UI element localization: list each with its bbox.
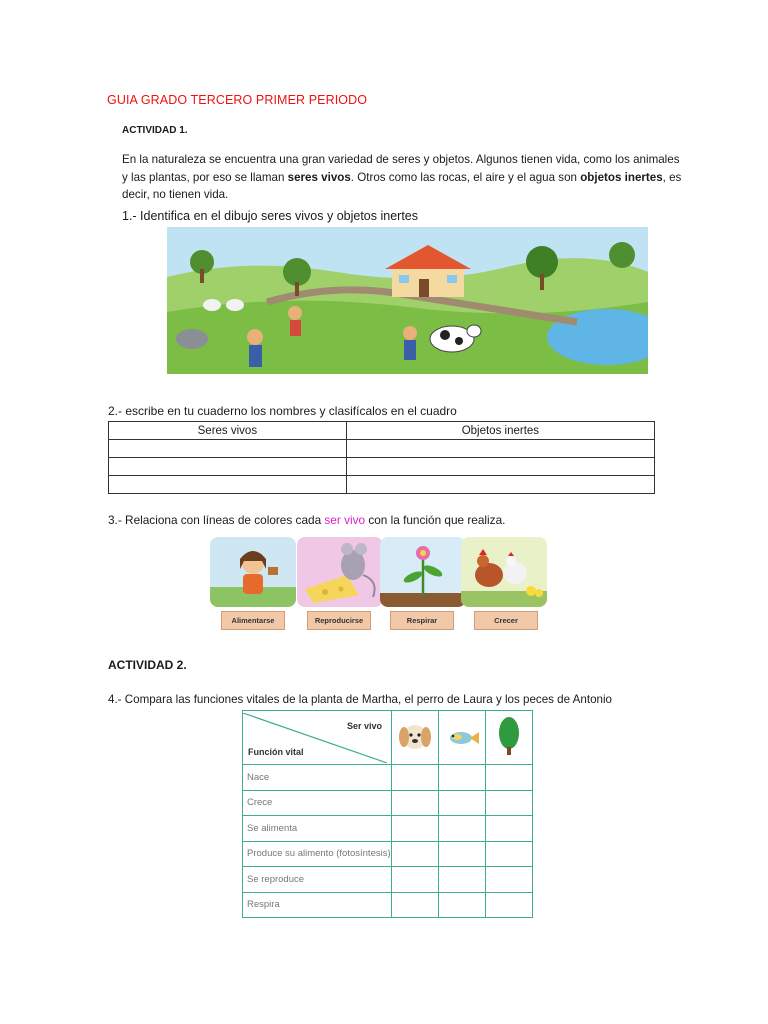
header-funcion-vital: Función vital <box>248 746 304 757</box>
intro-bold-objetos-inertes: objetos inertes <box>580 170 663 184</box>
plant-picture <box>380 537 466 607</box>
table-row <box>109 458 655 476</box>
question-3-text-b: con la función que realiza. <box>365 513 506 527</box>
table-row <box>243 790 533 816</box>
intro-text-1: En la naturaleza se encuentra una gran variedad de seres y objetos. Algunos tienen vida, como los animales y las plantas, por eso se llaman <box>122 153 680 184</box>
fish-icon <box>439 711 485 761</box>
label-alimentarse[interactable]: Alimentarse <box>221 611 285 630</box>
intro-text-3: , es decir, no tienen vida. <box>122 170 682 201</box>
blank-cell[interactable] <box>346 440 654 458</box>
classification-table <box>108 421 655 494</box>
question-4: 4.- Compara las funciones vitales de la planta de Martha, el perro de Laura y los peces de Antonio <box>108 693 612 706</box>
row-label: Produce su alimento (fotosíntesis) <box>243 841 392 867</box>
answer-cell[interactable] <box>391 765 438 791</box>
answer-cell[interactable] <box>485 867 532 893</box>
answer-cell[interactable] <box>485 816 532 842</box>
label-crecer[interactable]: Crecer <box>474 611 538 630</box>
row-label: Crece <box>243 790 392 816</box>
answer-cell[interactable] <box>485 841 532 867</box>
answer-cell[interactable] <box>391 816 438 842</box>
blank-cell[interactable] <box>346 458 654 476</box>
header-ser-vivo: Ser vivo <box>346 720 382 731</box>
table-row <box>243 765 533 791</box>
chickens-picture <box>461 537 547 607</box>
answer-cell[interactable] <box>438 892 485 918</box>
answer-cell[interactable] <box>391 790 438 816</box>
blank-cell[interactable] <box>109 476 347 494</box>
table-row <box>243 892 533 918</box>
intro-paragraph <box>122 151 682 204</box>
activity-2-heading: ACTIVIDAD 2. <box>108 658 187 672</box>
table-row <box>109 476 655 494</box>
farm-scene-illustration <box>167 227 648 374</box>
fish-column-header <box>438 711 485 765</box>
answer-cell[interactable] <box>438 816 485 842</box>
document-title: GUIA GRADO TERCERO PRIMER PERIODO <box>107 93 368 107</box>
table-row <box>243 816 533 842</box>
answer-cell[interactable] <box>485 790 532 816</box>
question-3-highlight: ser vivo <box>324 513 366 527</box>
answer-cell[interactable] <box>485 892 532 918</box>
label-respirar[interactable]: Respirar <box>390 611 454 630</box>
intro-text-2: . Otros como las rocas, el aire y el agua son <box>350 170 581 184</box>
question-3-text-a: 3.- Relaciona con líneas de colores cada <box>108 513 325 527</box>
answer-cell[interactable] <box>438 841 485 867</box>
column-header-seres-vivos: Seres vivos <box>109 422 347 440</box>
answer-cell[interactable] <box>438 867 485 893</box>
row-label: Se alimenta <box>243 816 392 842</box>
blank-cell[interactable] <box>346 476 654 494</box>
diagonal-header-cell <box>243 711 392 765</box>
blank-cell[interactable] <box>109 440 347 458</box>
intro-bold-seres-vivos: seres vivos <box>287 170 351 184</box>
mouse-cheese-picture <box>297 537 383 607</box>
answer-cell[interactable] <box>391 841 438 867</box>
activity-1-heading: ACTIVIDAD 1. <box>122 125 188 136</box>
row-label: Nace <box>243 765 392 791</box>
question-2: 2.- escribe en tu cuaderno los nombres y clasifícalos en el cuadro <box>108 404 457 418</box>
vital-functions-table <box>242 710 533 918</box>
question-3 <box>108 513 505 527</box>
answer-cell[interactable] <box>485 765 532 791</box>
column-header-objetos-inertes: Objetos inertes <box>346 422 654 440</box>
blank-cell[interactable] <box>109 458 347 476</box>
answer-cell[interactable] <box>438 790 485 816</box>
answer-cell[interactable] <box>391 892 438 918</box>
row-label: Se reproduce <box>243 867 392 893</box>
table-row <box>109 440 655 458</box>
table-row <box>243 841 533 867</box>
table-row <box>243 867 533 893</box>
answer-cell[interactable] <box>438 765 485 791</box>
tree-icon <box>486 711 532 761</box>
tree-column-header <box>485 711 532 765</box>
answer-cell[interactable] <box>391 867 438 893</box>
girl-eating-picture <box>210 537 296 607</box>
label-reproducirse[interactable]: Reproducirse <box>307 611 371 630</box>
question-1: 1.- Identifica en el dibujo seres vivos y objetos inertes <box>122 209 418 223</box>
dog-column-header <box>391 711 438 765</box>
row-label: Respira <box>243 892 392 918</box>
dog-icon <box>392 711 438 761</box>
